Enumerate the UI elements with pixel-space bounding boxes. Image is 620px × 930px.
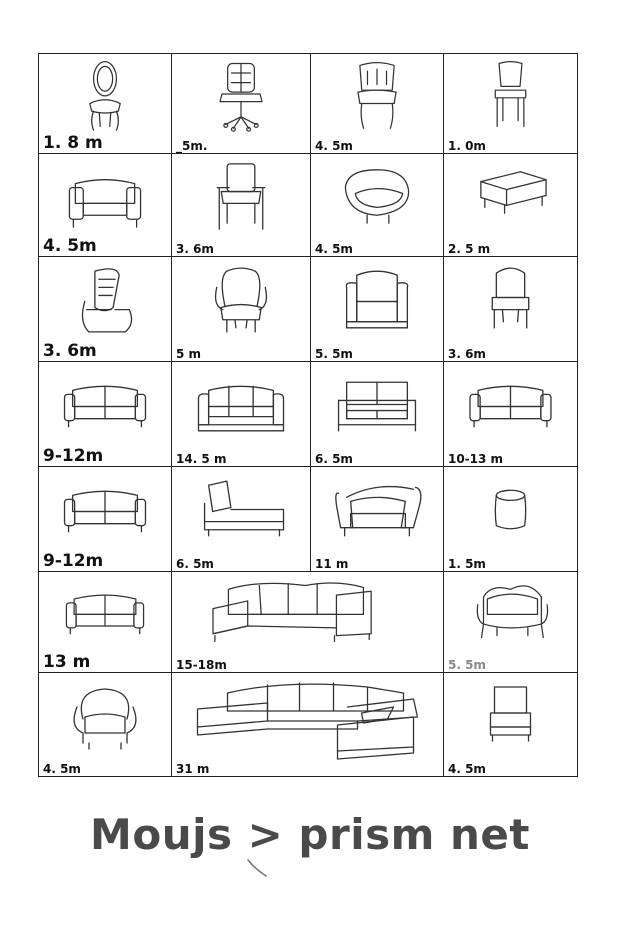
furniture-cell bbox=[171, 361, 311, 467]
large-sectional-chaise-icon bbox=[172, 673, 443, 757]
slipper-chair-icon bbox=[444, 257, 577, 342]
fabric-length-label: 4. 5m bbox=[315, 242, 353, 256]
furniture-cell bbox=[310, 256, 444, 362]
fabric-length-label: 5. 5m bbox=[315, 347, 353, 361]
carved-settee-icon bbox=[444, 572, 577, 653]
furniture-cell bbox=[38, 571, 172, 673]
watermark-caption: Moujs > prism net bbox=[90, 810, 530, 859]
fabric-length-label: 11 m bbox=[315, 557, 349, 571]
furniture-cell bbox=[443, 672, 578, 777]
three-seat-skirted-sofa-icon bbox=[172, 362, 310, 447]
wood-armchair-icon bbox=[172, 154, 310, 237]
armless-chair-icon bbox=[444, 673, 577, 757]
furniture-cell bbox=[443, 466, 578, 572]
box-armchair-icon bbox=[39, 154, 171, 237]
furniture-cell bbox=[38, 672, 172, 777]
fabric-length-label: 6. 5m bbox=[176, 557, 214, 571]
fabric-length-label: 3. 6m bbox=[448, 347, 486, 361]
fabric-length-label: 13 m bbox=[43, 652, 91, 672]
furniture-cell bbox=[171, 466, 311, 572]
dining-chair-icon bbox=[444, 54, 577, 134]
fabric-length-label: 6. 5m bbox=[315, 452, 353, 466]
furniture-cell bbox=[38, 53, 172, 154]
fabric-length-label: 4. 5m bbox=[43, 236, 97, 256]
furniture-cell bbox=[171, 571, 444, 673]
fabric-length-label: _5m. bbox=[176, 139, 208, 153]
club-tub-chair-icon bbox=[39, 673, 171, 757]
furniture-cell bbox=[443, 571, 578, 673]
fabric-length-label: 14. 5 m bbox=[176, 452, 227, 466]
office-chair-icon bbox=[172, 54, 310, 134]
caption-swash-mark bbox=[246, 858, 268, 878]
tufted-dining-chair-icon bbox=[311, 54, 443, 134]
fabric-length-label: 1. 8 m bbox=[43, 133, 103, 153]
fabric-length-label: 5 m bbox=[176, 347, 202, 361]
pouf-icon bbox=[444, 467, 577, 552]
fabric-length-label: 4. 5m bbox=[43, 762, 81, 776]
two-seat-sofa-icon bbox=[444, 362, 577, 447]
furniture-cell bbox=[310, 153, 444, 257]
fabric-length-label: 9-12m bbox=[43, 551, 104, 571]
furniture-cell bbox=[443, 256, 578, 362]
fabric-length-label: 3. 6m bbox=[176, 242, 214, 256]
round-tub-chair-icon bbox=[311, 154, 443, 237]
fabric-length-label: 2. 5 m bbox=[448, 242, 491, 256]
slipcover-armchair-icon bbox=[311, 257, 443, 342]
wood-frame-loveseat-icon bbox=[311, 362, 443, 447]
curved-arm-sofa-icon bbox=[311, 467, 443, 552]
furniture-cell bbox=[171, 153, 311, 257]
fabric-length-label: 31 m bbox=[176, 762, 210, 776]
fabric-length-label: 4. 5m bbox=[448, 762, 486, 776]
two-seat-sofa-icon bbox=[39, 572, 171, 653]
furniture-cell bbox=[310, 361, 444, 467]
fabric-length-label: 3. 6m bbox=[43, 341, 97, 361]
two-seat-sofa-icon bbox=[39, 467, 171, 552]
furniture-cell bbox=[310, 466, 444, 572]
oval-back-chair-icon bbox=[39, 54, 171, 134]
sectional-sofa-icon bbox=[172, 572, 443, 653]
fabric-length-label: 4. 5m bbox=[315, 139, 353, 153]
fabric-length-label: 1. 0m bbox=[448, 139, 486, 153]
ottoman-footstool-icon bbox=[444, 154, 577, 237]
furniture-cell bbox=[443, 53, 578, 154]
furniture-cell bbox=[171, 672, 444, 777]
fabric-length-label: 9-12m bbox=[43, 446, 104, 466]
fabric-length-label: 1. 5m bbox=[448, 557, 486, 571]
two-seat-sofa-icon bbox=[39, 362, 171, 447]
furniture-cell bbox=[38, 466, 172, 572]
furniture-cell bbox=[171, 256, 311, 362]
bentwood-lounge-chair-icon bbox=[39, 257, 171, 342]
furniture-cell bbox=[171, 53, 311, 154]
furniture-cell bbox=[310, 53, 444, 154]
fabric-length-label: 15-18m bbox=[176, 658, 227, 672]
fabric-length-label: 5. 5m bbox=[448, 658, 486, 672]
furniture-cell bbox=[38, 153, 172, 257]
wingback-chair-icon bbox=[172, 257, 310, 342]
fabric-length-label: 10-13 m bbox=[448, 452, 504, 466]
chaise-lounge-icon bbox=[172, 467, 310, 552]
furniture-cell bbox=[38, 256, 172, 362]
furniture-cell bbox=[443, 153, 578, 257]
furniture-cell bbox=[443, 361, 578, 467]
furniture-cell bbox=[38, 361, 172, 467]
